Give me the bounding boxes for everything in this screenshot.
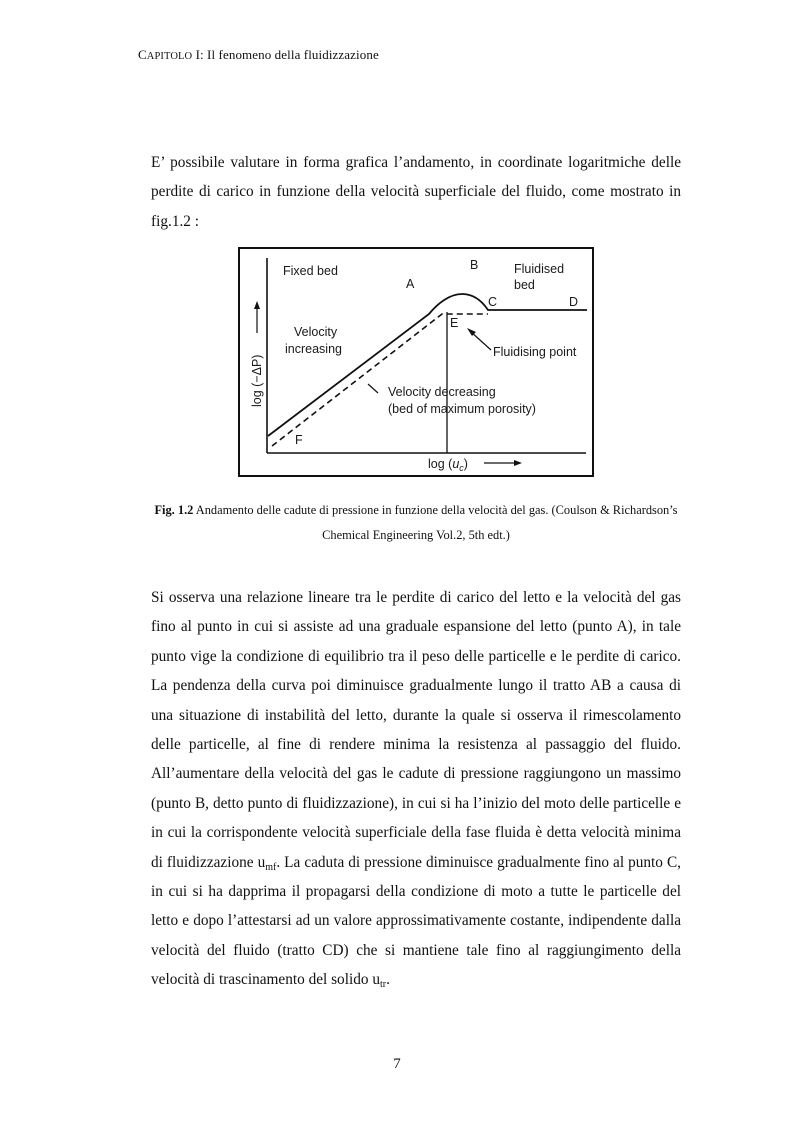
figure-1-2 xyxy=(238,247,594,477)
header-chapter-prefix-rest: APITOLO xyxy=(146,51,193,62)
utr-subscript: tr xyxy=(379,979,387,991)
body-paragraph xyxy=(151,583,681,995)
label-velocity-decreasing: Velocity decreasing xyxy=(388,385,496,399)
x-axis-label-log: log ( xyxy=(428,457,453,471)
figure-caption-label: Fig. 1.2 xyxy=(154,503,194,517)
umf-subscript: mf xyxy=(265,861,277,873)
pressure-drop-diagram xyxy=(238,247,594,477)
figure-caption xyxy=(150,498,682,548)
body-text-part-2: . La caduta di pressione diminuisce gradualmente fino al punto C, in cui si ha dapprima il propagarsi della condizione di moto a tutte le particelle del letto e dopo l’attestarsi ad un valore approssimativamente costante, indipendente dalla velocità del fluido (tratto CD) che si mantiene tale fino al raggiungimento della velocità di trascinamento del solido u xyxy=(151,853,681,989)
intro-paragraph: E’ possibile valutare in forma grafica l’andamento, in coordinate logaritmiche delle perdite di carico in funzione della velocità superficiale del fluido, come mostrato in fig.1.2 : xyxy=(151,154,681,230)
x-axis-label-u: u xyxy=(452,457,460,471)
label-bed: bed xyxy=(514,278,535,292)
header-chapter-title: I: Il fenomeno della fluidizzazione xyxy=(192,47,379,62)
label-point-e: E xyxy=(450,316,459,330)
label-point-a: A xyxy=(406,277,415,291)
label-fluidised: Fluidised xyxy=(514,262,565,276)
label-point-c: C xyxy=(488,295,498,309)
label-point-b: B xyxy=(470,258,479,272)
page-number: 7 xyxy=(393,1056,401,1072)
x-axis-label-close: ) xyxy=(463,457,468,471)
label-point-d: D xyxy=(569,295,579,309)
x-axis-label-sub: c xyxy=(459,463,464,473)
label-velocity: Velocity xyxy=(294,325,338,339)
label-point-f: F xyxy=(295,433,303,447)
y-axis-label: log (−ΔP) xyxy=(250,354,264,407)
body-text-end: . xyxy=(386,971,390,989)
label-fluidising-point: Fluidising point xyxy=(493,345,577,359)
figure-frame xyxy=(239,248,593,476)
label-fixed-bed: Fixed bed xyxy=(283,264,338,278)
label-increasing: increasing xyxy=(285,342,342,356)
header-chapter-prefix-first: C xyxy=(138,47,147,62)
label-bed-max-porosity: (bed of maximum porosity) xyxy=(388,402,536,416)
body-text-part-1: Si osserva una relazione lineare tra le perdite di carico del letto e la velocità del gas fino al punto in cui si assiste ad una graduale espansione del letto (punto A), in tale punto vige la condizione di equilibrio tra il peso delle particelle e le perdite di carico. La pendenza della curva poi diminuisce gradualmente lungo il tratto AB a causa di una situazione di instabilità del letto, durante la quale si osserva il rimescolamento delle particelle, al fine di rendere minima la resistenza al passaggio del fluido. All’aumentare della velocità del gas le cadute di pressione raggiungono un massimo (punto B, detto punto di fluidizzazione), in cui si ha l’inizio del moto delle particelle e in cui la corrispondente velocità superficiale della fase fluida è detta velocità minima di fluidizzazione u xyxy=(151,589,681,871)
figure-caption-text: Andamento delle cadute di pressione in funzione della velocità del gas. (Coulson & Richardson’s Chemical Engineering Vol.2, 5th edt.) xyxy=(193,503,678,542)
running-header xyxy=(138,47,379,63)
